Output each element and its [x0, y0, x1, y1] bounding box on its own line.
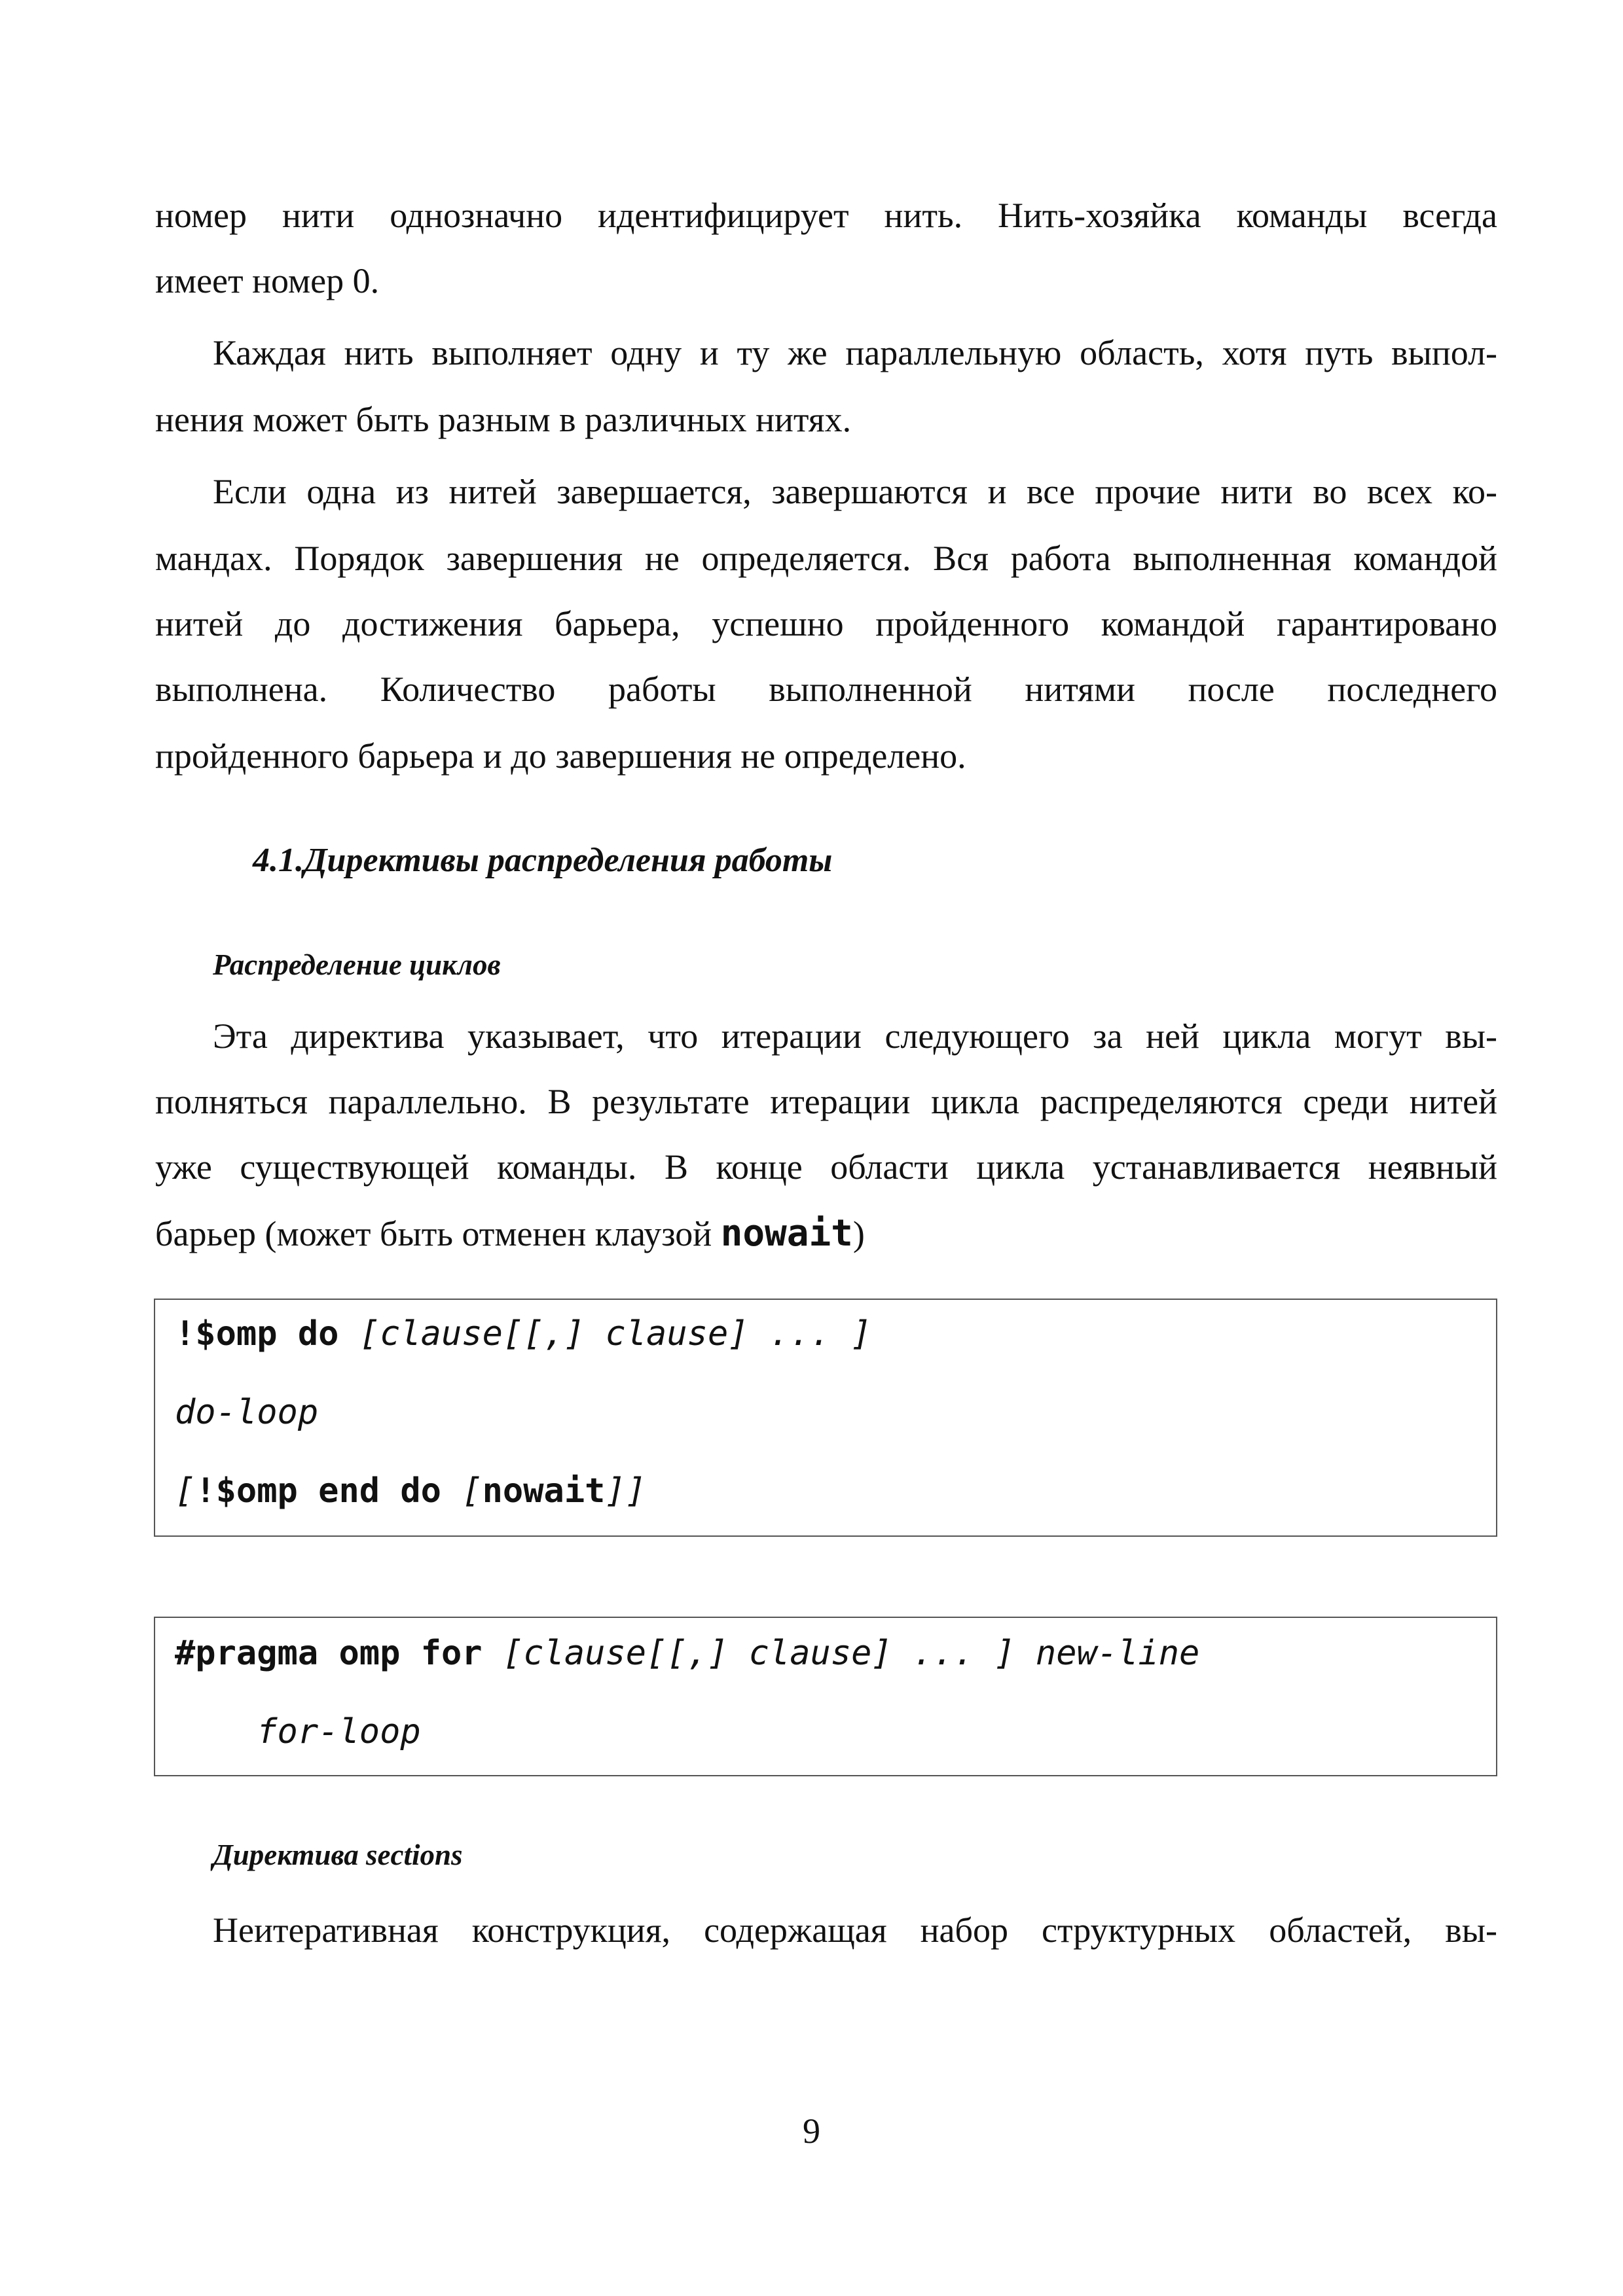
fortran-end-keyword: !$omp end do: [195, 1471, 441, 1511]
paragraph-4-line-2: полняться параллельно. В результате итерации цикла распределяются среди нитей: [155, 1082, 1497, 1121]
paragraph-3-line-2: мандах. Порядок завершения не определяется. Вся работа выполненная командой: [155, 539, 1497, 578]
paragraph-4-line-3: уже существующей команды. В конце области цикла устанавливается неявный: [155, 1147, 1497, 1187]
subsection-title-sections: Директива sections: [213, 1839, 463, 1871]
paragraph-2-line-1: Каждая нить выполняет одну и ту же параллельную область, хотя путь выпол-: [213, 333, 1497, 372]
fortran-directive-keyword: !$omp do: [175, 1314, 339, 1354]
paragraph-3-line-4: выполнена. Количество работы выполненной нитями после последнего: [155, 670, 1497, 709]
fortran-code-line-2: do-loop: [175, 1393, 319, 1432]
paragraph-4-line-4-close: ): [852, 1214, 865, 1253]
nowait-inline-code: nowait: [720, 1212, 853, 1255]
c-code-box: [154, 1617, 1497, 1776]
subsection-title-loops: Распределение циклов: [213, 948, 501, 981]
paragraph-3-line-1: Если одна из нитей завершается, завершаются и все прочие нити во всех ко-: [213, 472, 1497, 511]
c-clause-list: [clause[[,] clause] ... ] new-line: [482, 1634, 1200, 1673]
paragraph-1-line-2: имеет номер 0.: [155, 261, 380, 300]
fortran-bracket-mid: [: [441, 1471, 483, 1511]
paragraph-2-line-2: нения может быть разным в различных нитях.: [155, 400, 852, 439]
fortran-code-box: [154, 1299, 1497, 1537]
fortran-nowait-keyword: nowait: [482, 1471, 606, 1511]
paragraph-3-line-3: нитей до достижения барьера, успешно пройденного командой гарантировано: [155, 604, 1497, 643]
fortran-bracket-close: ]]: [605, 1471, 647, 1511]
fortran-code-line-1: [175, 1314, 871, 1354]
c-code-line-2: for-loop: [175, 1712, 421, 1751]
section-title: 4.1.Директивы распределения работы: [253, 842, 833, 879]
fortran-clause-list: [clause[[,] clause] ... ]: [338, 1314, 872, 1354]
paragraph-4-line-4: [155, 1212, 1497, 1255]
paragraph-4-line-4-text: барьер (может быть отменен клаузой: [155, 1214, 721, 1253]
fortran-code-line-3: [175, 1471, 646, 1511]
paragraph-4-line-1: Эта директива указывает, что итерации следующего за ней цикла могут вы-: [213, 1016, 1497, 1056]
paragraph-3-line-5: пройденного барьера и до завершения не определено.: [155, 736, 966, 776]
paragraph-1-line-1: номер нити однозначно идентифицирует нить. Нить-хозяйка команды всегда: [155, 196, 1497, 235]
c-pragma-keyword: #pragma omp for: [175, 1634, 483, 1673]
c-code-line-1: [175, 1634, 1199, 1673]
paragraph-5-line-1: Неитеративная конструкция, содержащая набор структурных областей, вы-: [213, 1910, 1497, 1950]
fortran-bracket-open: [: [175, 1471, 196, 1511]
page-number: 9: [803, 2111, 820, 2151]
